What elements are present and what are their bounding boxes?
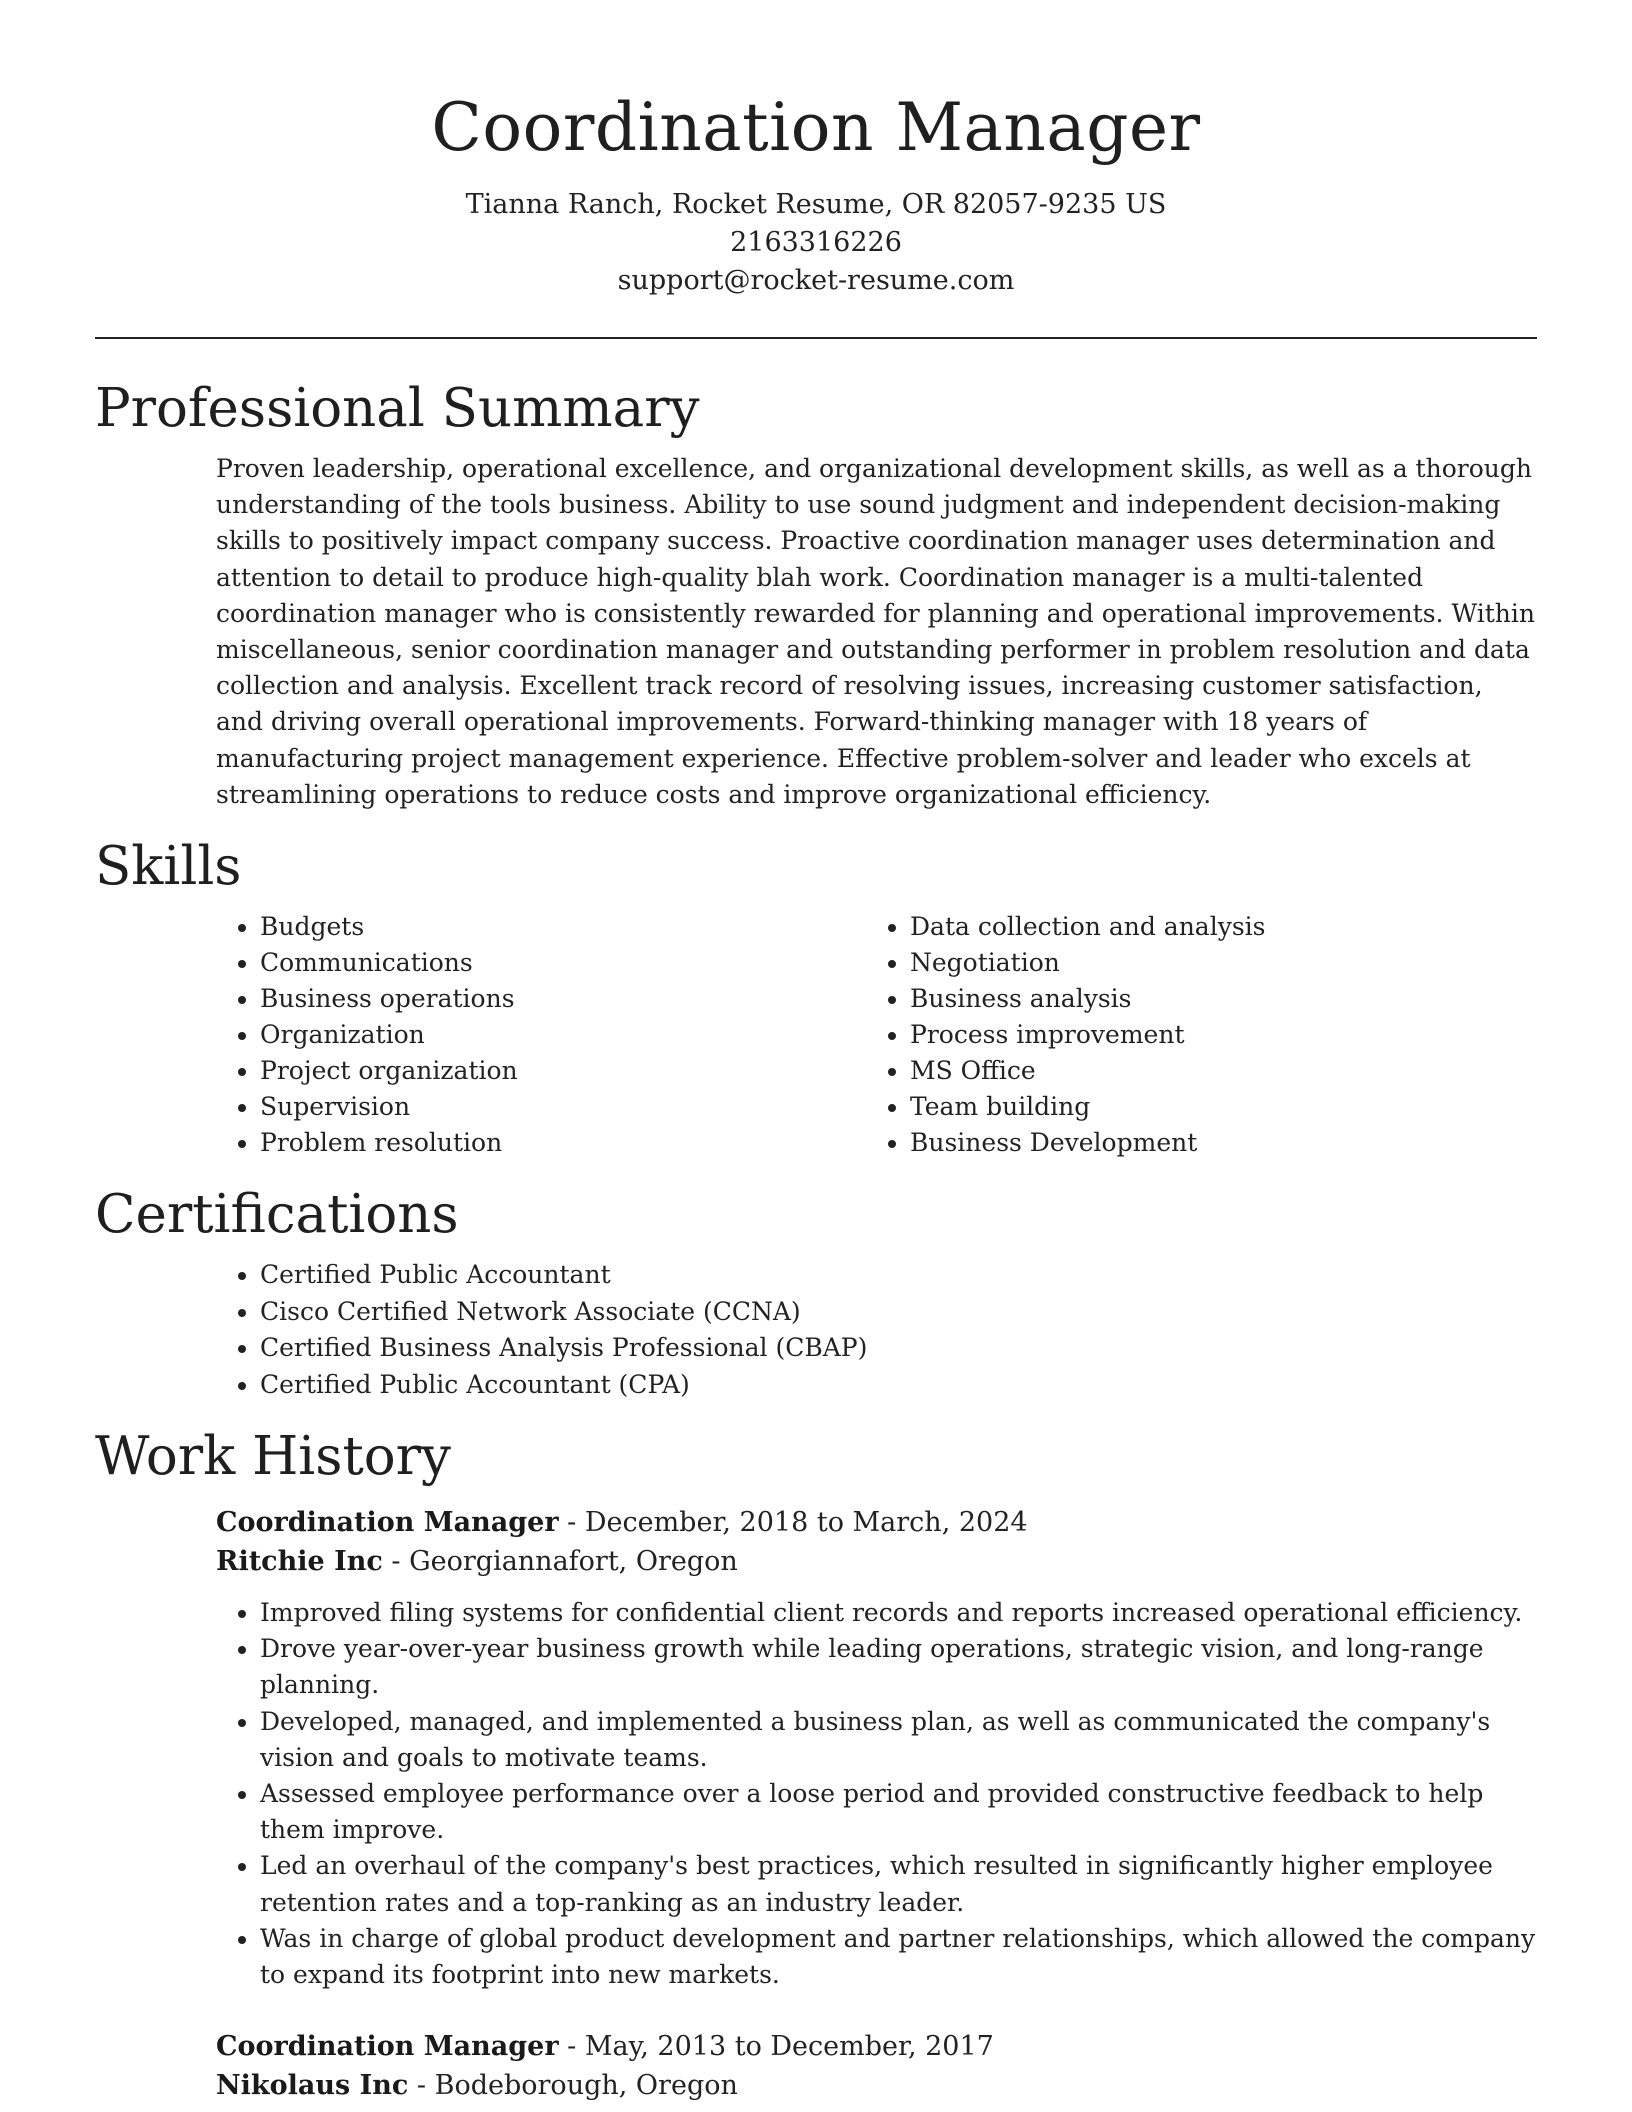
skill-item: • Organization: [260, 1017, 866, 1053]
certification-item: • Cisco Certified Network Associate (CCNA): [260, 1294, 1537, 1331]
job-bullet: • Improved filing systems for confidential client records and reports increased operational efficiency.: [260, 1595, 1537, 1631]
candidate-title: Coordination Manager: [431, 89, 1201, 166]
work-history-heading: Work History: [95, 1426, 451, 1488]
skill-item: • Business Development: [910, 1125, 1516, 1161]
resume-page: [95, 0, 1537, 2105]
skill-item: • Budgets: [260, 909, 866, 945]
job-company-line: [216, 2066, 1537, 2105]
skill-item: • Project organization: [260, 1053, 866, 1089]
skills-section: [95, 835, 1537, 1161]
job-bullet: • Drove year-over-year business growth while leading operations, strategic vision, and long-range planning.: [260, 1631, 1537, 1703]
job-bullet-list: [216, 1595, 1537, 1993]
job-company: Nikolaus Inc: [216, 2070, 409, 2102]
skills-column-left: [216, 909, 866, 1161]
job-dates: - December, 2018 to March, 2024: [558, 1507, 1028, 1539]
job-title-line: [216, 2027, 1537, 2066]
certifications-list: [216, 1257, 1537, 1403]
summary-section: [95, 377, 1537, 813]
job-entry: [216, 1503, 1537, 1993]
job-company: Ritchie Inc: [216, 1546, 383, 1578]
certification-item: • Certified Business Analysis Professional (CBAP): [260, 1330, 1537, 1367]
job-bullet: • Developed, managed, and implemented a business plan, as well as communicated the company's vision and goals to motivate teams.: [260, 1704, 1537, 1776]
contact-phone: 2163316226: [730, 227, 902, 258]
contact-email: support@rocket-resume.com: [617, 265, 1015, 296]
skills-grid: [216, 909, 1537, 1161]
skills-column-right: [866, 909, 1516, 1161]
skill-item: • Business operations: [260, 981, 866, 1017]
summary-heading: Professional Summary: [95, 378, 700, 439]
job-location: - Bodeborough, Oregon: [408, 2070, 738, 2102]
certification-item: • Certified Public Accountant (CPA): [260, 1367, 1537, 1404]
skill-item: • Problem resolution: [260, 1125, 866, 1161]
job-bullet: • Led an overhaul of the company's best practices, which resulted in significantly higher employee retention rates and a top-ranking as an industry leader.: [260, 1848, 1537, 1920]
skills-heading: Skills: [95, 836, 242, 898]
skill-item: • Process improvement: [910, 1017, 1516, 1053]
job-company-line: [216, 1542, 1537, 1581]
job-dates: - May, 2013 to December, 2017: [558, 2031, 994, 2063]
work-history-section: [95, 1425, 1537, 2105]
header-divider: [95, 337, 1537, 339]
skill-item: • Supervision: [260, 1089, 866, 1125]
skill-item: • Communications: [260, 945, 866, 981]
skill-item: • Team building: [910, 1089, 1516, 1125]
contact-address: Tianna Ranch, Rocket Resume, OR 82057-9235 US: [465, 189, 1167, 220]
job-bullet: • Was in charge of global product development and partner relationships, which allowed the company to expand its footprint into new markets.: [260, 1921, 1537, 1993]
job-location: - Georgiannafort, Oregon: [382, 1546, 738, 1578]
certification-item: • Certified Public Accountant: [260, 1257, 1537, 1294]
skill-item: • Business analysis: [910, 981, 1516, 1017]
summary-paragraph: Proven leadership, operational excellence, and organizational development skills, as well as a thorough understanding of the tools business. Ability to use sound judgment and independent decision-making skills to positively impact company success. Proactive coordination manager uses determination and attention to detail to produce high-quality blah work. Coordination manager is a multi-talented coordination manager who is consistently rewarded for planning and operational improvements. Within miscellaneous, senior coordination manager and outstanding performer in problem resolution and data collection and analysis. Excellent track record of resolving issues, increasing customer satisfaction, and driving overall operational improvements. Forward-thinking manager with 18 years of manufacturing project management experience. Effective problem-solver and leader who excels at streamlining operations to reduce costs and improve organizational efficiency.: [216, 454, 1535, 809]
certifications-section: [95, 1183, 1537, 1403]
skill-item: • MS Office: [910, 1053, 1516, 1089]
job-entry: [216, 2027, 1537, 2105]
contact-block: [95, 186, 1537, 300]
job-role: Coordination Manager: [216, 1507, 559, 1539]
skill-item: • Data collection and analysis: [910, 909, 1516, 945]
job-role: Coordination Manager: [216, 2031, 559, 2063]
certifications-heading: Certifications: [95, 1184, 459, 1246]
job-title-line: [216, 1503, 1537, 1542]
resume-header: [95, 0, 1537, 300]
skill-item: • Negotiation: [910, 945, 1516, 981]
job-bullet: • Assessed employee performance over a loose period and provided constructive feedback to help them improve.: [260, 1776, 1537, 1848]
